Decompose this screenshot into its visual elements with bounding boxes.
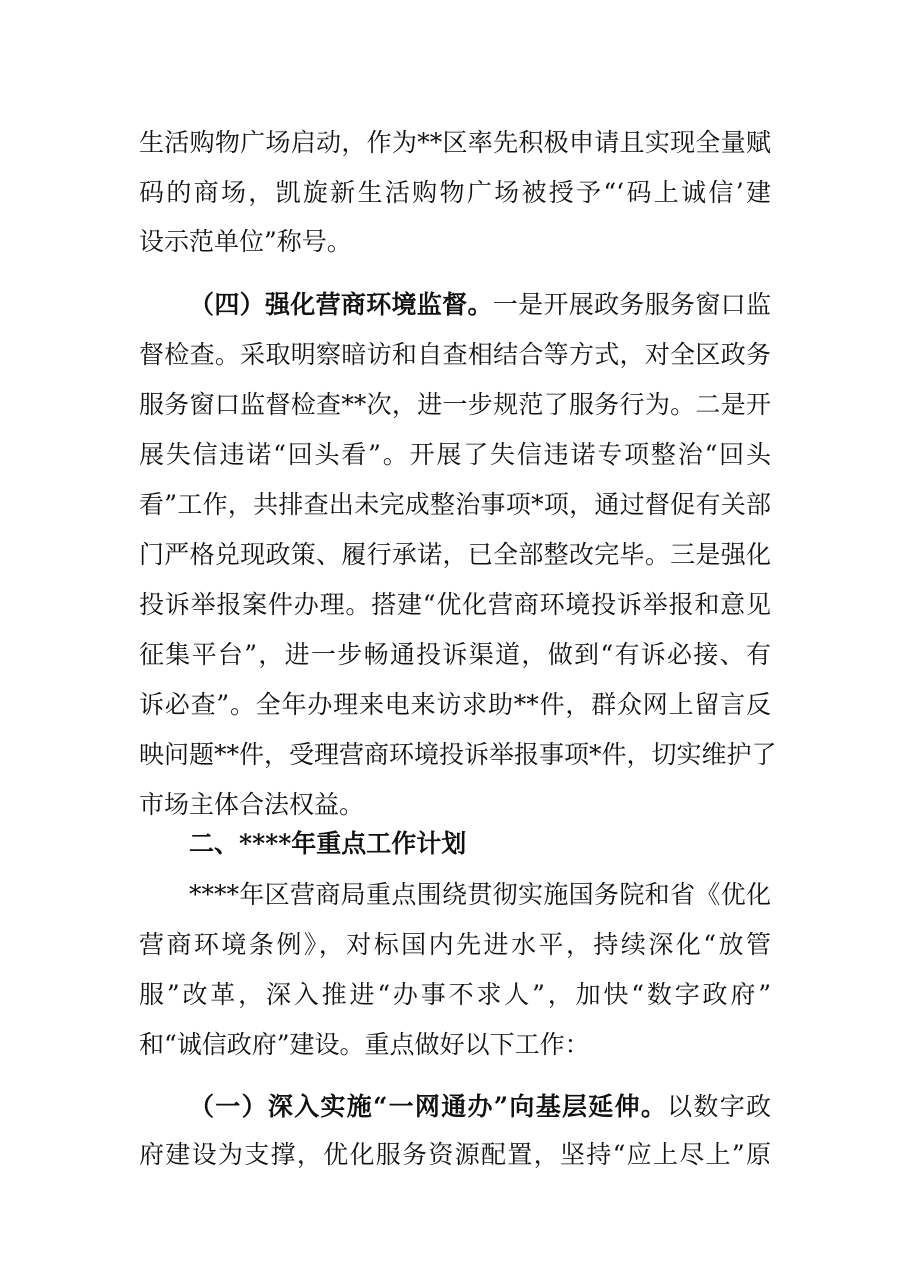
text-span: 以数字政 — [667, 1092, 771, 1121]
text-line: ****年区营商局重点围绕贯彻实施国务院和省《优化 — [189, 880, 771, 909]
text-line: 和“诚信政府”建设。重点做好以下工作： — [139, 1030, 590, 1059]
paragraph-first-line — [189, 1085, 771, 1129]
text-line: 码的商场，凯旋新生活购物广场被授予“‘码上诚信’建 — [139, 178, 771, 207]
section-title: 二、****年重点工作计划 — [189, 829, 467, 858]
section-heading: （一）深入实施“一网通办”向基层延伸。 — [189, 1092, 668, 1121]
text-span: 一是开展政务服务窗口监 — [492, 290, 771, 319]
section-heading: （四）强化营商环境监督。 — [189, 290, 493, 319]
text-line: 门严格兑现政策、履行承诺，已全部整改完毕。三是强化 — [139, 540, 771, 569]
paragraph-first-line — [189, 283, 771, 327]
text-line: 映问题**件，受理营商环境投诉举报事项*件，切实维护了 — [139, 740, 777, 769]
text-line: 征集平台”，进一步畅通投诉渠道，做到“有诉必接、有 — [139, 640, 771, 669]
text-line: 市场主体合法权益。 — [139, 790, 365, 819]
text-line: 诉必查”。全年办理来电来访求助**件，群众网上留言反 — [139, 690, 771, 719]
text-line: 服务窗口监督检查**次，进一步规范了服务行为。二是开 — [139, 390, 771, 419]
text-line: 督检查。采取明察暗访和自查相结合等方式，对全区政务 — [139, 340, 771, 369]
text-line: 看”工作，共排查出未完成整治事项*项，通过督促有关部 — [139, 490, 771, 519]
text-line: 生活购物广场启动，作为**区率先积极申请且实现全量赋 — [139, 128, 771, 157]
text-line: 设示范单位”称号。 — [139, 227, 352, 256]
text-line: 展失信违诺“回头看”。开展了失信违诺专项整治“回头 — [139, 440, 771, 469]
text-line: 投诉举报案件办理。搭建“优化营商环境投诉举报和意见 — [139, 590, 771, 619]
text-line: 服”改革，深入推进“办事不求人”，加快“数字政府” — [139, 980, 771, 1009]
text-line: 营商环境条例》，对标国内先进水平，持续深化“放管 — [139, 930, 771, 959]
text-line: 府建设为支撑，优化服务资源配置，坚持“应上尽上”原 — [139, 1140, 771, 1169]
